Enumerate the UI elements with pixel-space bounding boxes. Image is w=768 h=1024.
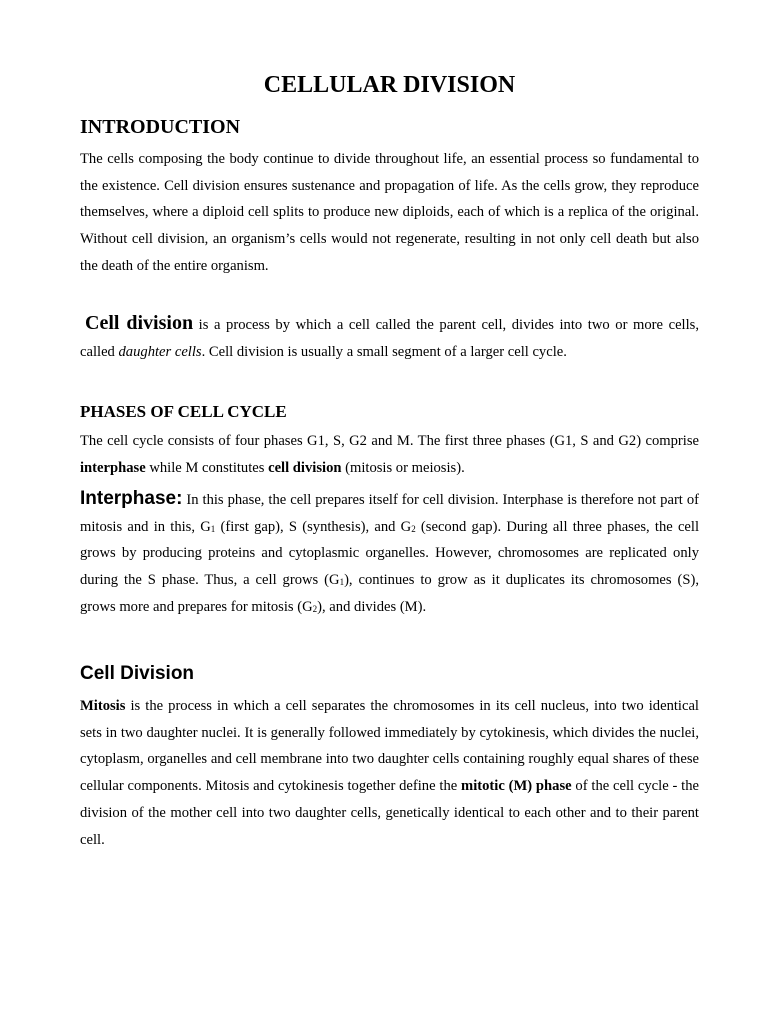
- phases-text-3: (mitosis or meiosis).: [341, 459, 465, 476]
- mitosis-paragraph: [80, 693, 699, 853]
- daughter-cells-term: daughter cells: [118, 343, 202, 360]
- interphase-lead: Interphase:: [80, 488, 183, 509]
- g1-subscript-2: 1: [339, 577, 345, 588]
- interphase-term: interphase: [80, 459, 146, 476]
- introduction-paragraph: The cells composing the body continue to divide throughout life, an essential process so fundamental to the existence. Cell division ensures sustenance and propagation of life. As the cells grow, they reproduce themselves, where a diploid cell splits to produce new diploids, each of which is a replica of the original. Without cell division, an organism’s cells would not regenerate, resulting in not only cell death but also the death of the entire organism.: [80, 151, 699, 274]
- mitosis-term: Mitosis: [80, 698, 126, 714]
- mitosis-text-1: is the process in which a cell separates the chromosomes in its cell nucleus, into two identical sets in two daughter nuclei. It is generally followed immediately by cytokinesis, which divides the nuclei, cytoplasm, organelles and cell membrane into two daughter cells containing roughly equal shares of these cellular components. Mitosis and cytokinesis together define the: [80, 698, 699, 795]
- interphase-text-1: In this phase, the cell prepares itself for cell division. Interphase is therefore not part of mitosis and in this, G: [80, 492, 699, 535]
- phases-heading: PHASES OF CELL CYCLE: [80, 402, 287, 421]
- introduction-heading: INTRODUCTION: [80, 116, 241, 138]
- interphase-text-2: (first gap), S (synthesis), and G: [215, 518, 412, 535]
- phases-paragraph: [80, 428, 699, 481]
- definition-paragraph: [80, 310, 699, 365]
- mitosis-text-2: of the cell cycle - the division of the mother cell into two daughter cells, genetically identical to each other and to their parent cell.: [80, 778, 699, 848]
- cell-division-heading: Cell Division: [80, 663, 195, 684]
- interphase-text-3: (second gap). During all three phases, the cell grows by producing proteins and cytoplasmic organelles. However, chromosomes are replicated only during the S phase. Thus, a cell grows (G: [80, 518, 700, 589]
- g1-subscript: 1: [210, 523, 216, 534]
- definition-text-1: is a process by which a cell called the parent cell, divides into two or more cells, called: [80, 317, 699, 360]
- mitotic-phase-term: mitotic (M) phase: [461, 778, 572, 795]
- g2-subscript: 2: [411, 523, 416, 534]
- phases-text-2: while M constitutes: [145, 459, 269, 476]
- interphase-paragraph: [80, 486, 699, 621]
- cell-division-term: cell division: [268, 459, 342, 476]
- document-title: CELLULAR DIVISION: [263, 72, 516, 98]
- definition-text-2: . Cell division is usually a small segment of a larger cell cycle.: [201, 343, 567, 360]
- interphase-text-5: ), and divides (M).: [317, 598, 427, 615]
- phases-text-1: The cell cycle consists of four phases G1, S, G2 and M. The first three phases (G1, S and G2) comprise: [80, 433, 699, 449]
- interphase-text-4: ), continues to grow as it duplicates its chromosomes (S), grows more and prepares for mitosis (G: [80, 572, 699, 615]
- g2-subscript-2: 2: [312, 603, 318, 614]
- definition-lead: Cell division: [85, 312, 194, 334]
